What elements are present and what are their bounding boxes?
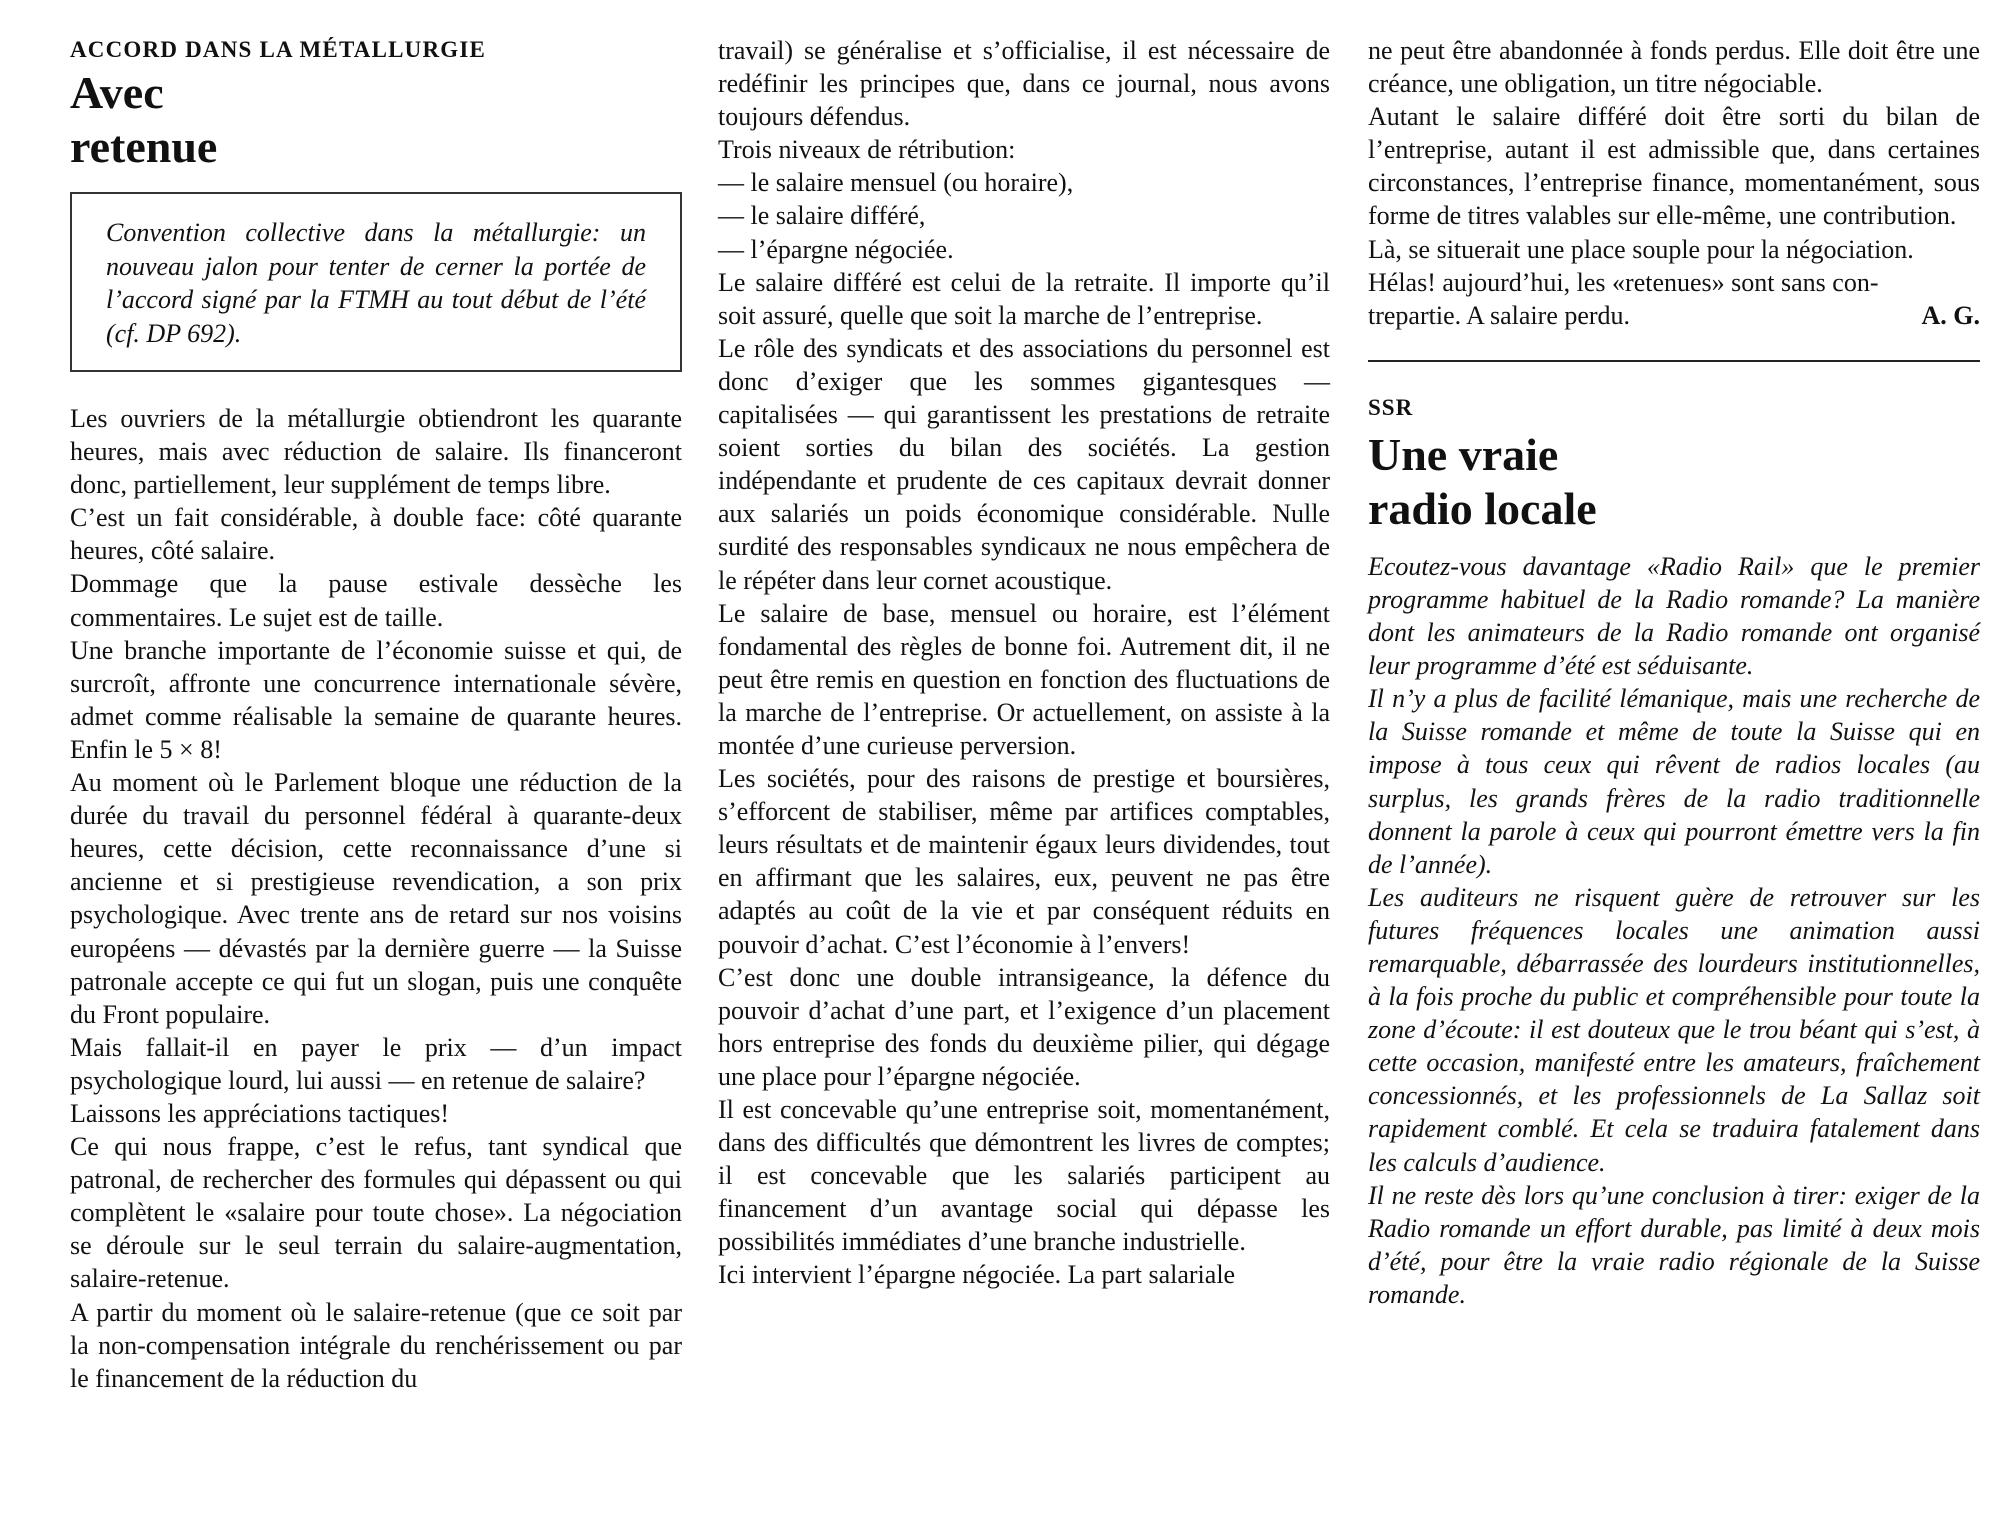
article1-body-col2	[718, 34, 1330, 1292]
signature-line	[1368, 299, 1980, 332]
paragraph: Le salaire différé est celui de la retraite. Il importe qu’il soit assuré, quelle que soit la marche de l’entreprise.	[718, 267, 1330, 330]
paragraph: Une branche importante de l’économie suisse et qui, de surcroît, affronte une concurrence internationale sévère, admet comme réalisable la semaine de quarante heures. Enfin le 5 × 8!	[70, 635, 682, 764]
article1-lead: Convention collective dans la métallurgie: un nouveau jalon pour tenter de cerner la portée de l’accord signé par la FTMH au tout début de l’été (cf. DP 692).	[106, 218, 646, 348]
paragraph: Il n’y a plus de facilité lémanique, mais une recherche de la Suisse romande et même de toute la Suisse qui en impose à tous ceux qui rêvent de radios locales (au surplus, les grands frères de la radio traditionnelle donnent la parole à ceux qui pourront émettre vers la fin de l’année).	[1368, 684, 1980, 879]
article1-title: Avec retenue	[70, 67, 218, 172]
article2-kicker: SSR	[1368, 394, 1414, 420]
article-divider	[1368, 360, 1980, 362]
article1-body-col3	[1368, 34, 1980, 332]
closing-line: Hélas! aujourd’hui, les «retenues» sont sans con-	[1368, 267, 1879, 297]
paragraph: Autant le salaire différé doit être sorti du bilan de l’entreprise, autant il est admissible que, dans certaines circonstances, l’entreprise finance, momentanément, sous forme de titres valables sur elle-même, une contribution.	[1368, 102, 1980, 231]
paragraph: Là, se situerait une place souple pour la négociation.	[1368, 234, 1914, 264]
paragraph: Dommage que la pause estivale dessèche les commentaires. Le sujet est de taille.	[70, 569, 682, 632]
paragraph: Le salaire de base, mensuel ou horaire, est l’élément fondamental des règles de bonne foi. Autrement dit, il ne peut être remis en question en fonction des fluctuations de la marche de l’entreprise. Or actuellement, on assiste à la montée d’une curieuse perversion.	[718, 598, 1330, 760]
list-item: — le salaire mensuel (ou horaire),	[718, 168, 1074, 198]
paragraph: Laissons les appréciations tactiques!	[70, 1098, 450, 1128]
paragraph: Ce qui nous frappe, c’est le refus, tant syndical que patronal, de rechercher des formules qui dépassent ou qui complètent le «salaire pour toute chose». La négociation se déroule sur le seul terrain du salaire-augmentation, salaire-retenue.	[70, 1132, 682, 1294]
column-3	[1368, 34, 1980, 1311]
article2-title: Une vraie radio locale	[1368, 428, 1597, 534]
paragraph: C’est donc une double intransigeance, la défence du pouvoir d’achat d’une part, et l’exigence d’un placement hors entreprise des fonds du deuxième pilier, qui dégage une place pour l’épargne négociée.	[718, 962, 1330, 1091]
paragraph: Au moment où le Parlement bloque une réduction de la durée du travail du personnel fédéral à quarante-deux heures, cette décision, cette reconnaissance d’une si ancienne et si prestigieuse revendication, a son prix psychologique. Avec trente ans de retard sur nos voisins européens — dévastés par la dernière guerre — la Suisse patronale accepte ce qui fut un slogan, puis une conquête du Front populaire.	[70, 768, 682, 1029]
closing-line: trepartie. A salaire perdu.	[1368, 300, 1631, 330]
paragraph: Trois niveaux de rétribution:	[718, 135, 1016, 165]
column-2	[718, 34, 1330, 1292]
paragraph: Il ne reste dès lors qu’une conclusion à tirer: exiger de la Radio romande un effort durable, pas limité à deux mois d’été, pour être la vraie radio régionale de la Suisse romande.	[1368, 1180, 1980, 1309]
paragraph: Ici intervient l’épargne négociée. La part salariale	[718, 1260, 1236, 1290]
article1-body-col1	[70, 402, 682, 1395]
author-signature: A. G.	[1921, 300, 1980, 330]
column-1	[70, 34, 682, 1395]
paragraph: Les ouvriers de la métallurgie obtiendront les quarante heures, mais avec réduction de salaire. Ils financeront donc, partiellement, leur supplément de temps libre.	[70, 404, 682, 500]
article2-body	[1368, 550, 1980, 1311]
paragraph: Il est concevable qu’une entreprise soit, momentanément, dans des difficultés que démontrent les livres de comptes; il est concevable que les salariés participent au financement d’un avantage social qui dépasse les possibilités immédiates d’une branche industrielle.	[718, 1095, 1330, 1257]
list-item: — le salaire différé,	[718, 201, 926, 231]
paragraph: travail) se généralise et s’officialise, il est nécessaire de redéfinir les principes que, dans ce journal, nous avons toujours défendus.	[718, 36, 1330, 132]
paragraph: Les sociétés, pour des raisons de prestige et boursières, s’efforcent de stabiliser, même par artifices comptables, leurs résultats et de maintenir égaux leurs dividendes, tout en affirmant que les salaires, eux, peuvent ne pas être adaptés au coût de la vie et par conséquent réduits en pouvoir d’achat. C’est l’économie à l’envers!	[718, 764, 1330, 959]
paragraph: A partir du moment où le salaire-retenue (que ce soit par la non-compensation intégrale du renchérissement ou par le financement de la réduction du	[70, 1297, 682, 1393]
paragraph: Les auditeurs ne risquent guère de retrouver sur les futures fréquences locales une animation aussi remarquable, débarrassée des lourdeurs institutionnelles, à la fois proche du public et compréhensible pour toute la zone d’écoute: il est douteux que le trou béant qui s’est, à cette occasion, manifesté entre les amateurs, fraîchement concessionnés, et les professionnels de La Sallaz soit rapidement comblé. Et cela se traduira fatalement dans les calculs d’audience.	[1368, 882, 1980, 1177]
paragraph: Le rôle des syndicats et des associations du personnel est donc d’exiger que les sommes gigantesques — capitalisées — qui garantissent les prestations de retraite soient sorties du bilan des sociétés. La gestion indépendante et prudente de ces capitaux devrait donner aux salariés un poids économique considérable. Nulle surdité des responsables syndicaux ne nous empêchera de le répéter dans leur cornet acoustique.	[718, 333, 1330, 595]
paragraph: ne peut être abandonnée à fonds perdus. Elle doit être une créance, une obligation, un titre négociable.	[1368, 36, 1980, 99]
paragraph: Ecoutez-vous davantage «Radio Rail» que le premier programme habituel de la Radio romande? La manière dont les animateurs de la Radio romande ont organisé leur programme d’été est séduisante.	[1368, 551, 1980, 681]
paragraph: Mais fallait-il en payer le prix — d’un impact psychologique lourd, lui aussi — en retenue de salaire?	[70, 1032, 682, 1095]
article1-lead-box	[70, 192, 682, 372]
list-item: — l’épargne négociée.	[718, 234, 954, 264]
paragraph: C’est un fait considérable, à double face: côté quarante heures, côté salaire.	[70, 503, 682, 566]
article1-kicker: ACCORD DANS LA MÉTALLURGIE	[70, 37, 487, 62]
